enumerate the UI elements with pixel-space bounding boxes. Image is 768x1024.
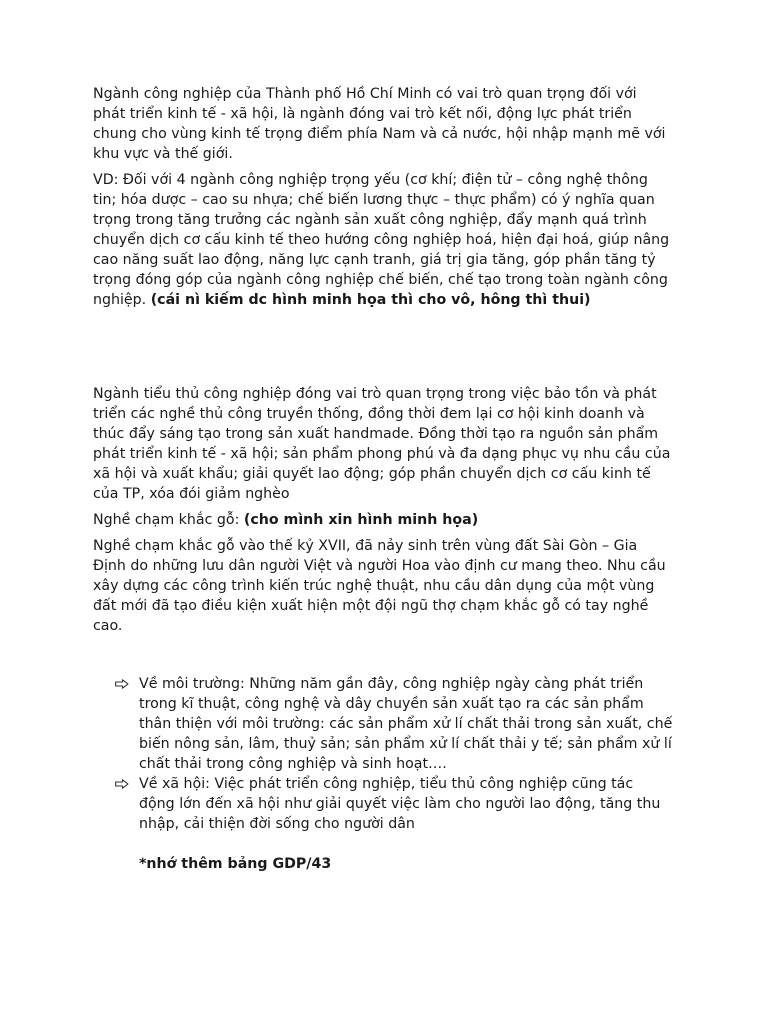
bullet-text: Về môi trường: Những năm gần đây, công nghiệp ngày càng phát triển trong kĩ thuật, công nghệ và dây chuyền sản xuất tạo ra các sản phẩm thân thiện với môi trường: các sản phẩm xử lí chất thải trong sản xuất, chế biến nông sản, lâm, thuỷ sản; sản phẩm xử lí chất thải y tế; sản phẩm xử lí chất thải trong công nghiệp và sinh hoạt…. [139,676,673,772]
list-item-environment [93,674,673,774]
woodcarving-label: Nghề chạm khắc gỗ: [93,512,240,528]
arrow-right-outline-icon [115,774,131,794]
reminder-note: *nhớ thêm bảng GDP/43 [139,856,332,872]
blank-space [93,642,673,674]
paragraph-example [93,170,673,310]
example-text: VD: Đối với 4 ngành công nghiệp trọng yếu (cơ khí; điện tử – công nghệ thông tin; hóa dược – cao su nhựa; chế biến lương thực – thực phẩm) có ý nghĩa quan trọng trong tăng trưởng các ngành sản xuất công nghiệp, đẩy mạnh quá trình chuyển dịch cơ cấu kinh tế theo hướng công nghiệp hoá, hiện đại hoá, giúp nâng cao năng suất lao động, năng lực cạnh tranh, giá trị gia tăng, góp phần tăng tỷ trọng đóng góp của ngành công nghiệp chế biến, chế tạo trong toàn ngành công nghiệp. [93,172,670,308]
paragraph-woodcarving-heading [93,510,673,530]
paragraph-woodcarving-history: Nghề chạm khắc gỗ vào thế kỷ XVII, đã nảy sinh trên vùng đất Sài Gòn – Gia Định do những lưu dân người Việt và người Hoa vào định cư mang theo. Nhu cầu xây dựng các công trình kiến trúc nghệ thuật, nhu cầu dân dụng của một vùng đất mới đã tạo điều kiện xuất hiện một đội ngũ thợ chạm khắc gỗ có tay nghề cao. [93,538,666,634]
impact-bullet-list [93,674,673,834]
woodcarving-note-bold: (cho mình xin hình minh họa) [243,512,479,528]
arrow-right-outline-icon [115,674,131,694]
example-note-bold: (cái nì kiếm dc hình minh họa thì cho vô, hông thì thui) [150,292,591,308]
paragraph-handicraft: Ngành tiểu thủ công nghiệp đóng vai trò quan trọng trong việc bảo tồn và phát triển các nghề thủ công truyền thống, đồng thời đem lại cơ hội kinh doanh và thúc đẩy sáng tạo trong sản xuất handmade. Đồng thời tạo ra nguồn sản phẩm phát triển kinh tế - xã hội; sản phẩm phong phú và đa dạng phục vụ nhu cầu của xã hội và xuất khẩu; giải quyết lao động; góp phần chuyển dịch cơ cấu kinh tế của TP, xóa đói giảm nghèo [93,386,671,502]
document-page [93,84,673,888]
bullet-text: Về xã hội: Việc phát triển công nghiệp, tiểu thủ công nghiệp cũng tác động lớn đến xã hội như giải quyết việc làm cho người lao động, tăng thu nhập, cải thiện đời sống cho người dân [139,776,661,832]
list-item-society [93,774,673,834]
paragraph-industry-role: Ngành công nghiệp của Thành phố Hồ Chí Minh có vai trò quan trọng đối với phát triển kinh tế - xã hội, là ngành đóng vai trò kết nối, động lực phát triển chung cho vùng kinh tế trọng điểm phía Nam và cả nước, hội nhập mạnh mẽ với khu vực và thế giới. [93,86,666,162]
blank-space [93,316,673,384]
